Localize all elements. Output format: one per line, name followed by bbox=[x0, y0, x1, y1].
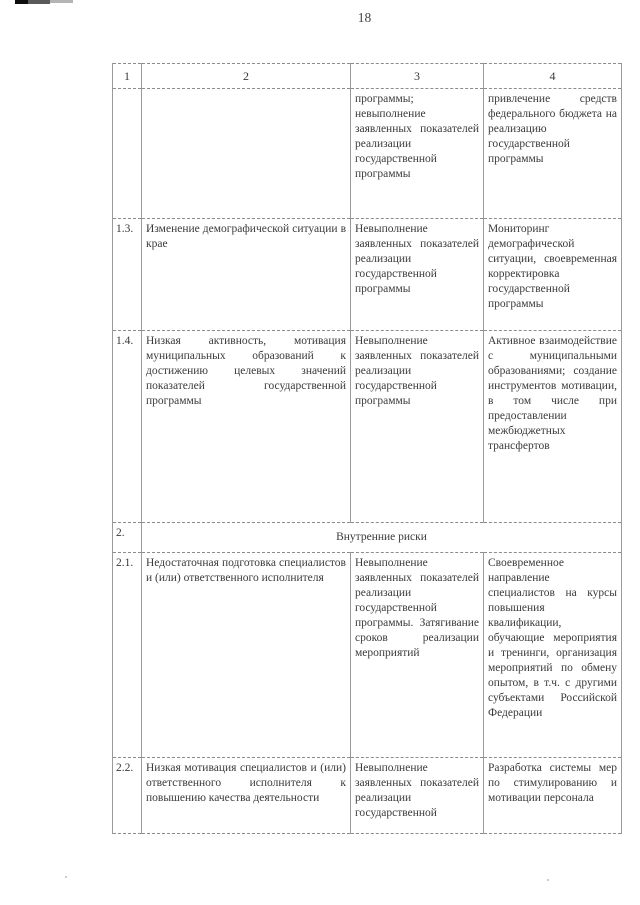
cell-consequence: Невыполнение заявленных показателей реализации государственной программы bbox=[351, 219, 484, 331]
cell-num: 2.2. bbox=[113, 758, 142, 834]
cell-risk: Недостаточная подготовка специалистов и (или) ответственного исполнителя bbox=[142, 553, 351, 758]
cell-consequence: Невыполнение заявленных показателей реализации государственной программы bbox=[351, 331, 484, 523]
header-col-2: 2 bbox=[142, 64, 351, 89]
table-row-2-2 bbox=[113, 758, 622, 834]
risk-table bbox=[112, 63, 622, 834]
scan-artifact-bar-darkgray bbox=[28, 0, 50, 4]
cell-consequence: Невыполнение заявленных показателей реализации государственной программы. Затягивание сроков реализации мероприятий bbox=[351, 553, 484, 758]
cell-num: 2.1. bbox=[113, 553, 142, 758]
header-col-4: 4 bbox=[484, 64, 622, 89]
page-number: 18 bbox=[357, 10, 372, 25]
scan-artifact-bar-black bbox=[15, 0, 28, 4]
header-col-3: 3 bbox=[351, 64, 484, 89]
table-header-row bbox=[113, 64, 622, 89]
header-col-1: 1 bbox=[113, 64, 142, 89]
cell-num: 1.4. bbox=[113, 331, 142, 523]
cell-mitigation: Мониторинг демографической ситуации, своевременная корректировка государственной программы bbox=[484, 219, 622, 331]
cell-risk: Изменение демографической ситуации в крае bbox=[142, 219, 351, 331]
cell-num: 2. bbox=[113, 523, 142, 553]
cell-mitigation: Разработка системы мер по стимулированию и мотивации персонала bbox=[484, 758, 622, 834]
cell-risk bbox=[142, 89, 351, 219]
cell-mitigation: Активное взаимодействие с муниципальными образованиями; создание инструментов мотивации, в том числе при предоставлении межбюджетных трансфертов bbox=[484, 331, 622, 523]
cell-risk: Низкая мотивация специалистов и (или) ответственного исполнителя к повышению качества деятельности bbox=[142, 758, 351, 834]
table-row-1-3 bbox=[113, 219, 622, 331]
cell-consequence: Невыполнение заявленных показателей реализации государственной bbox=[351, 758, 484, 834]
cell-num: 1.3. bbox=[113, 219, 142, 331]
section-title: Внутренние риски bbox=[142, 523, 622, 553]
cell-mitigation: привлечение средств федерального бюджета на реализацию государственной программы bbox=[484, 89, 622, 219]
scan-artifact-bar-lightgray bbox=[50, 0, 73, 3]
cell-consequence: программы; невыполнение заявленных показателей реализации государственной программы bbox=[351, 89, 484, 219]
table-row-section-2 bbox=[113, 523, 622, 553]
cell-num bbox=[113, 89, 142, 219]
scan-speck bbox=[547, 879, 549, 881]
cell-mitigation: Своевременное направление специалистов на курсы повышения квалификации, обучающие мероприятия и тренинги, организация мероприятий по обмену опытом, в т.ч. с другими субъектами Российской Федерации bbox=[484, 553, 622, 758]
table-row-carryover bbox=[113, 89, 622, 219]
scan-speck bbox=[65, 876, 67, 878]
table-row-1-4 bbox=[113, 331, 622, 523]
table-row-2-1 bbox=[113, 553, 622, 758]
cell-risk: Низкая активность, мотивация муниципальных образований к достижению целевых значений показателей государственной программы bbox=[142, 331, 351, 523]
